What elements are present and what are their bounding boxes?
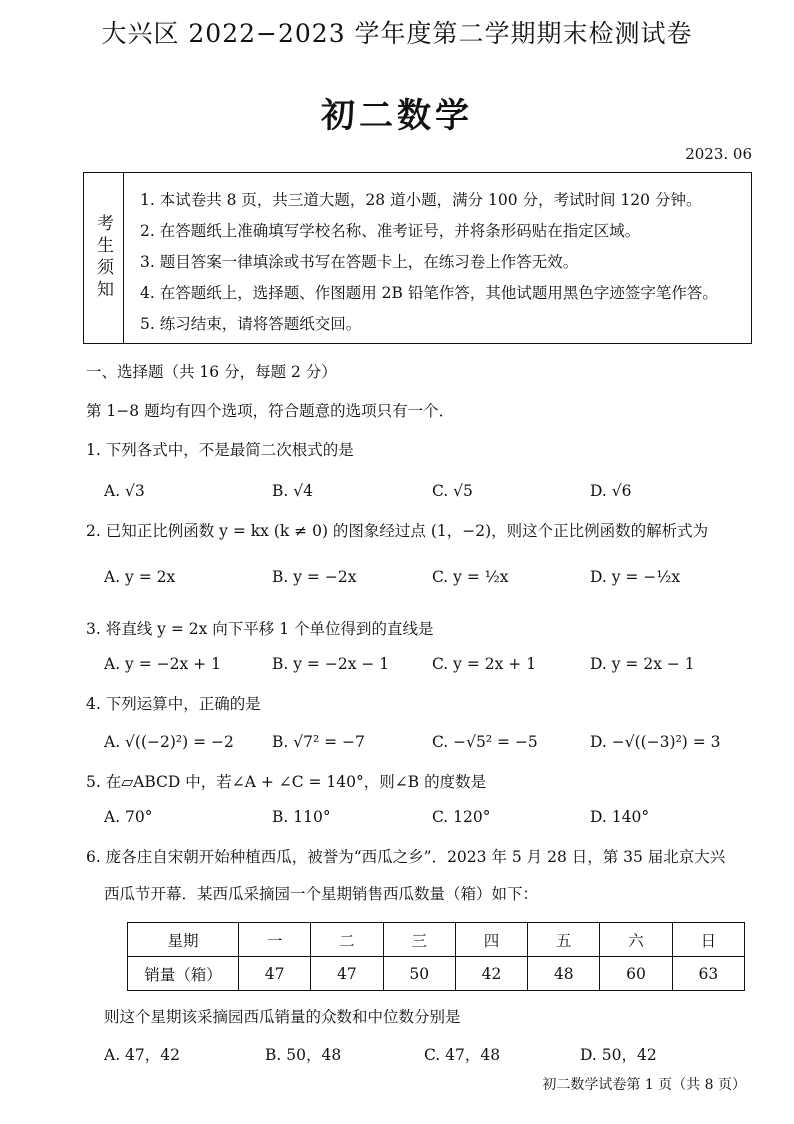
notice-list (140, 185, 718, 340)
option-a: A. √3 (104, 482, 145, 500)
option-c: C. 120° (432, 808, 491, 826)
table-cell: 48 (528, 957, 600, 991)
table-cell: 二 (311, 923, 383, 957)
sales-table (127, 922, 745, 991)
option-b: B. y = −2x − 1 (272, 655, 390, 673)
table-row-header: 销量（箱） (128, 957, 239, 991)
option-d: D. 140° (590, 808, 650, 826)
option-a: A. √((−2)²) = −2 (104, 733, 234, 751)
option-d: D. √6 (590, 482, 632, 500)
table-row-header: 星期 (128, 923, 239, 957)
section-title: 一、选择题（共 16 分，每题 2 分） (86, 363, 337, 381)
option-d: D. 50，42 (580, 1046, 657, 1064)
notice-label-cell (84, 173, 124, 343)
option-b: B. 110° (272, 808, 331, 826)
table-cell: 42 (455, 957, 527, 991)
option-a: A. 47，42 (104, 1046, 180, 1064)
option-b: B. 50，48 (265, 1046, 342, 1064)
page-footer: 初二数学试卷第 1 页（共 8 页） (542, 1077, 746, 1093)
option-c: C. y = 2x + 1 (432, 655, 537, 673)
table-cell: 47 (239, 957, 311, 991)
table-cell: 一 (239, 923, 311, 957)
option-a: A. y = 2x (104, 568, 176, 586)
notice-box (83, 172, 752, 344)
subject-title: 初二数学 (321, 96, 473, 136)
option-d: D. y = −½x (590, 568, 681, 586)
option-d: D. y = 2x − 1 (590, 655, 695, 673)
table-cell: 47 (311, 957, 383, 991)
option-c: C. y = ½x (432, 568, 509, 586)
option-a: A. 70° (104, 808, 153, 826)
option-b: B. √7² = −7 (272, 733, 365, 751)
question-stem: 1. 下列各式中，不是最简二次根式的是 (86, 441, 354, 459)
option-c: C. −√5² = −5 (432, 733, 538, 751)
question-stem: 4. 下列运算中，正确的是 (86, 695, 261, 713)
table-cell: 63 (672, 957, 744, 991)
section-instruction: 第 1−8 题均有四个选项，符合题意的选项只有一个． (86, 402, 455, 420)
question-stem: 6. 庞各庄自宋朝开始种植西瓜，被誉为“西瓜之乡”．2023 年 5 月 28 日，第 35 届北京大兴 (86, 848, 726, 866)
table-row (128, 957, 745, 991)
question-stem: 3. 将直线 y = 2x 向下平移 1 个单位得到的直线是 (86, 620, 434, 638)
table-cell: 六 (600, 923, 672, 957)
notice-item: 4. 在答题纸上，选择题、作图题用 2B 铅笔作答，其他试题用黑色字迹签字笔作答。 (140, 284, 718, 302)
option-c: C. 47，48 (424, 1046, 501, 1064)
question-stem: 2. 已知正比例函数 y = kx (k ≠ 0) 的图象经过点 (1，−2)，则这个正比例函数的解析式为 (86, 522, 709, 540)
table-cell: 60 (600, 957, 672, 991)
option-b: B. √4 (272, 482, 313, 500)
table-cell: 五 (528, 923, 600, 957)
notice-item: 3. 题目答案一律填涂或书写在答题卡上，在练习卷上作答无效。 (140, 253, 579, 271)
exam-header-title: 大兴区 2022−2023 学年度第二学期期末检测试卷 (101, 19, 693, 48)
option-c: C. √5 (432, 482, 473, 500)
question-stem-continued: 西瓜节开幕．某西瓜采摘园一个星期销售西瓜数量（箱）如下： (104, 885, 539, 903)
notice-label: 考生须知 (93, 214, 113, 302)
option-a: A. y = −2x + 1 (104, 655, 221, 673)
table-cell: 50 (383, 957, 455, 991)
notice-item: 2. 在答题纸上准确填写学校名称、准考证号，并将条形码贴在指定区域。 (140, 222, 641, 240)
exam-date: 2023. 06 (685, 145, 752, 163)
question-stem: 5. 在▱ABCD 中，若∠A + ∠C = 140°，则∠B 的度数是 (86, 773, 487, 791)
table-row (128, 923, 745, 957)
table-cell: 四 (455, 923, 527, 957)
notice-item: 1. 本试卷共 8 页，共三道大题，28 道小题，满分 100 分，考试时间 120 分钟。 (140, 191, 702, 209)
notice-item: 5. 练习结束，请将答题纸交回。 (140, 315, 362, 333)
option-b: B. y = −2x (272, 568, 357, 586)
table-cell: 日 (672, 923, 744, 957)
table-cell: 三 (383, 923, 455, 957)
option-d: D. −√((−3)²) = 3 (590, 733, 721, 751)
question-text: 则这个星期该采摘园西瓜销量的众数和中位数分别是 (104, 1008, 461, 1026)
